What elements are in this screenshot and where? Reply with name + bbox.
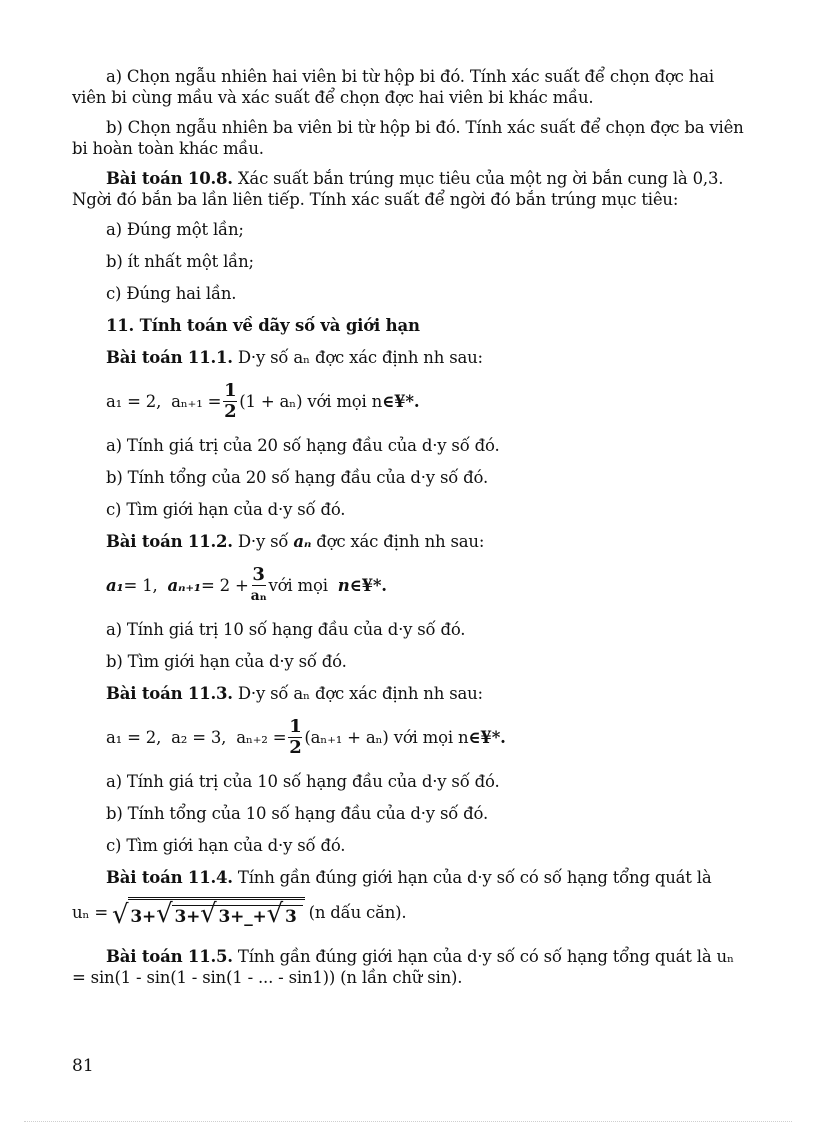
problem-11-4-text: Tính gần đúng giới hạn của d·y số có số hạng tổng quát là: [232, 868, 712, 887]
formula-11-2: [72, 563, 744, 607]
formula-11-4-un: uₙ =: [72, 902, 109, 922]
paragraph-10-7a: a) Chọn ngẫu nhiên hai viên bi từ hộp bi đó. Tính xác suất để chọn đợc hai viên bi cùng mầu và xác suất để chọn đợc hai viên bi khác mầu.: [72, 67, 714, 107]
radical-icon: √: [266, 898, 283, 929]
formula-11-2-set: ∈¥*.: [349, 575, 387, 595]
footer-divider: [24, 1121, 792, 1122]
paragraph-10-7b: b) Chọn ngẫu nhiên ba viên bi từ hộp bi đó. Tính xác suất để chọn đợc ba viên bi hoàn toàn khác mầu.: [72, 118, 744, 158]
fraction-denominator: aₙ: [250, 587, 267, 604]
formula-11-2-a1: a₁: [106, 575, 124, 595]
formula-11-1: [72, 379, 744, 423]
problem-11-2-text-a: D·y số: [232, 532, 294, 551]
radical-icon: √: [156, 898, 173, 929]
fraction-numerator: 1: [224, 379, 237, 401]
item-11-2b: b) Tìm giới hạn của d·y số đó.: [106, 652, 347, 671]
problem-11-1: [72, 347, 744, 368]
nested-radical: [112, 897, 305, 928]
radicand-outer: 3+: [130, 906, 157, 927]
radicand-inner-2: 3+_+: [218, 906, 267, 927]
item-11-3a: a) Tính giá trị của 10 số hạng đầu của d·y số đó.: [106, 772, 500, 791]
formula-11-3-set: ∈¥*.: [468, 727, 506, 747]
problem-11-4-title: Bài toán 11.4.: [106, 868, 233, 887]
formula-11-2-eq: = 2 +: [200, 575, 249, 595]
fraction-one-half: [223, 381, 237, 422]
fraction-three-over-an: [251, 565, 267, 606]
fraction-denominator: 2: [289, 736, 302, 758]
fraction-denominator: 2: [224, 400, 237, 422]
formula-11-2-a1-rest: = 1,: [123, 575, 158, 595]
item-10-8b: b) ít nhất một lần;: [106, 252, 254, 271]
page-content: [72, 66, 744, 997]
formula-11-3-a2: a₂ = 3,: [171, 727, 227, 747]
page-number: 81: [72, 1056, 94, 1076]
fraction-numerator: 3: [252, 563, 265, 585]
problem-11-5-text: Tính gần đúng giới hạn của d·y số có số hạng tổng quát là uₙ = sin(1 - sin(1 - sin(1 - ... - sin1)) (n lần chữ sin).: [72, 947, 734, 987]
problem-11-2-text-b: đợc xác định nh sau:: [311, 532, 485, 551]
problem-11-1-text: D·y số aₙ đợc xác định nh sau:: [232, 348, 483, 367]
problem-11-5-title: Bài toán 11.5.: [106, 947, 233, 966]
item-11-1b: b) Tính tổng của 20 số hạng đầu của d·y số đó.: [106, 468, 489, 487]
formula-11-2-n: n: [337, 575, 350, 595]
radical-icon: √: [200, 898, 217, 929]
formula-11-3: [72, 715, 744, 759]
formula-11-3-rest: (aₙ₊₁ + aₙ) với mọi n: [304, 727, 469, 747]
problem-11-5: [72, 946, 744, 988]
fraction-one-half: [288, 717, 302, 758]
formula-11-2-rest: với mọi: [268, 575, 328, 595]
problem-11-2: [72, 531, 744, 552]
radicand-inner-1: 3+: [174, 906, 201, 927]
item-10-8c: c) Đúng hai lần.: [106, 284, 237, 303]
problem-11-4: [72, 867, 744, 888]
formula-11-3-a1: a₁ = 2,: [106, 727, 162, 747]
problem-11-2-var: aₙ: [293, 532, 312, 551]
section-heading-11: 11. Tính toán về dãy số và giới hạn: [106, 316, 420, 335]
radicand-inner-3: 3: [284, 906, 297, 927]
problem-11-3: [72, 683, 744, 704]
item-11-2a: a) Tính giá trị 10 số hạng đầu của d·y số đó.: [106, 620, 466, 639]
formula-11-1-rest: (1 + aₙ) với mọi n: [239, 391, 383, 411]
problem-11-2-title: Bài toán 11.2.: [106, 532, 233, 551]
problem-10-8-title: Bài toán 10.8.: [106, 169, 233, 188]
formula-11-4: [72, 890, 744, 934]
formula-11-1-an1: aₙ₊₁ =: [171, 391, 222, 411]
item-10-8a: a) Đúng một lần;: [106, 220, 244, 239]
formula-11-1-a1: a₁ = 2,: [106, 391, 162, 411]
item-11-1a: a) Tính giá trị của 20 số hạng đầu của d·y số đó.: [106, 436, 500, 455]
problem-11-3-title: Bài toán 11.3.: [106, 684, 233, 703]
problem-10-8: [72, 168, 744, 210]
fraction-numerator: 1: [289, 715, 302, 737]
item-11-3c: c) Tìm giới hạn của d·y số đó.: [106, 836, 346, 855]
formula-11-1-set: ∈¥*.: [382, 391, 420, 411]
radical-icon: √: [112, 899, 129, 930]
problem-11-3-text: D·y số aₙ đợc xác định nh sau:: [232, 684, 483, 703]
formula-11-2-an1: aₙ₊₁: [167, 575, 201, 595]
item-11-3b: b) Tính tổng của 10 số hạng đầu của d·y số đó.: [106, 804, 489, 823]
item-11-1c: c) Tìm giới hạn của d·y số đó.: [106, 500, 346, 519]
formula-11-3-an2: aₙ₊₂ =: [236, 727, 287, 747]
problem-11-1-title: Bài toán 11.1.: [106, 348, 233, 367]
problem-10-8-text: Xác suất bắn trúng mục tiêu của một ng ời bắn cung là 0,3. Ngời đó bắn ba lần liên tiếp. Tính xác suất để ngời đó bắn trúng mục tiêu:: [72, 169, 724, 209]
formula-11-4-note: (n dấu căn).: [308, 902, 407, 922]
